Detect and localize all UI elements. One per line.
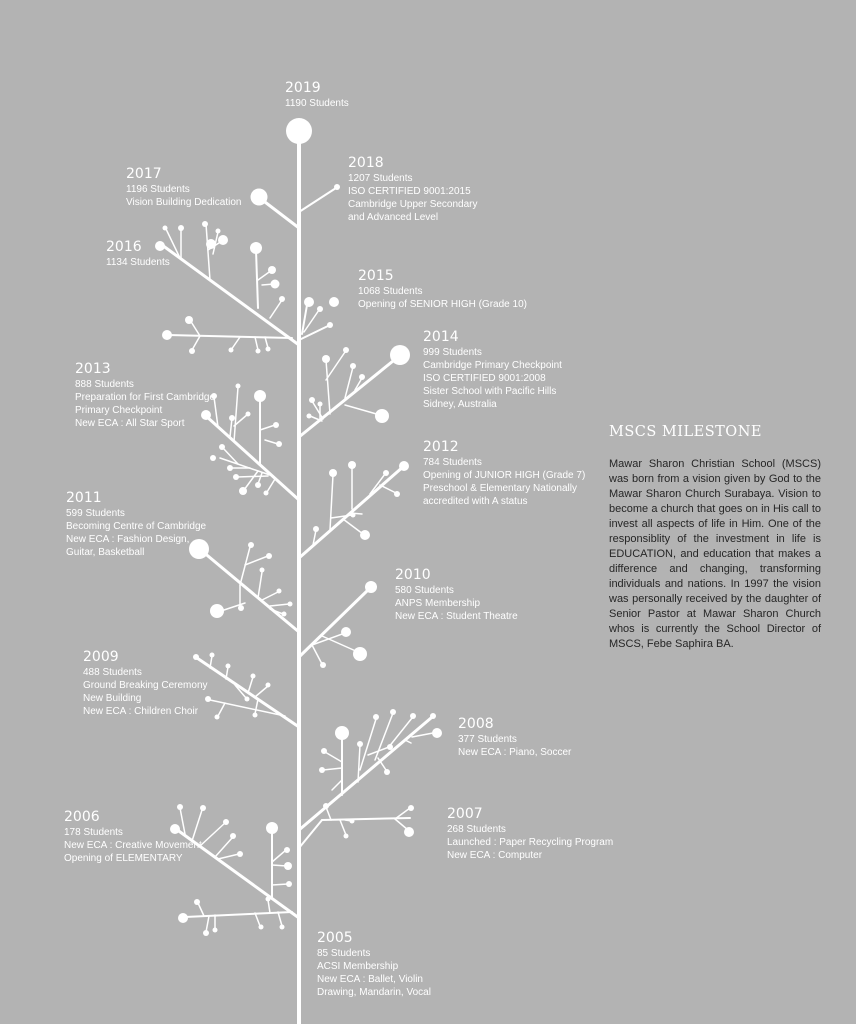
milestone-line: Preparation for First Cambridge (75, 392, 216, 403)
milestone-line: Preschool & Elementary Nationally (423, 483, 577, 494)
branch-bud (304, 297, 314, 307)
branch-line (358, 745, 360, 782)
branch-bud (163, 226, 168, 231)
milestone-2019 (285, 80, 349, 110)
branch-line (299, 718, 431, 830)
branch-line (206, 916, 209, 932)
milestone-line: ACSI Membership (317, 961, 399, 972)
milestone-line: ISO CERTIFIED 9001:2015 (348, 186, 471, 197)
branch-line (299, 357, 398, 437)
branch-bud (288, 602, 293, 607)
branch-bud (383, 470, 389, 476)
milestone-year: 2009 (83, 649, 119, 665)
branch-2009 (193, 653, 299, 728)
milestone-line: Cambridge Primary Checkpoint (423, 360, 562, 371)
branch-bud (365, 581, 377, 593)
milestone-line: Opening of ELEMENTARY (64, 853, 183, 864)
milestone-year: 2007 (447, 806, 483, 822)
milestone-year: 2013 (75, 361, 111, 377)
branch-bud (350, 819, 355, 824)
milestone-2009 (83, 649, 208, 718)
milestone-2015 (358, 268, 527, 311)
milestone-line: Drawing, Mandarin, Vocal (317, 987, 431, 998)
milestone-year: 2018 (348, 155, 384, 171)
branch-line (278, 912, 282, 926)
branch-bud (178, 913, 188, 923)
branch-line (330, 475, 333, 530)
branch-bud (266, 347, 271, 352)
branch-bud (266, 822, 278, 834)
branch-bud (322, 355, 330, 363)
branch-bud (237, 851, 243, 857)
milestone-line: Becoming Centre of Cambridge (66, 521, 207, 532)
branch-line (299, 589, 369, 657)
branch-line (323, 768, 342, 770)
milestone-line: New ECA : Ballet, Violin (317, 974, 423, 985)
branch-bud (313, 526, 319, 532)
branch-line (412, 733, 433, 737)
milestone-line: Sister School with Pacific Hills (423, 386, 557, 397)
branch-line (255, 337, 258, 350)
milestone-line: New Building (83, 693, 142, 704)
branch-bud (215, 715, 220, 720)
branch-bud (266, 553, 272, 559)
milestone-line: 268 Students (447, 824, 506, 835)
branch-bud (344, 834, 349, 839)
branch-bud (260, 568, 265, 573)
branch-line (265, 440, 278, 444)
milestone-year: 2010 (395, 567, 431, 583)
branch-bud (253, 713, 258, 718)
branch-line (192, 336, 200, 350)
branch-line (343, 519, 363, 534)
branch-bud (280, 925, 285, 930)
branch-bud (341, 627, 351, 637)
branch-bud (353, 647, 367, 661)
branch-line (270, 604, 289, 606)
branch-bud (348, 461, 356, 469)
milestone-line: 1207 Students (348, 173, 413, 184)
branch-line (218, 854, 239, 859)
branch-bud (343, 347, 349, 353)
branch-bud (245, 697, 250, 702)
branch-bud (210, 455, 216, 461)
branch-bud (335, 726, 349, 740)
branch-line (215, 838, 232, 857)
branch-bud (230, 833, 236, 839)
branch-line (312, 645, 322, 664)
milestone-year: 2006 (64, 809, 100, 825)
branch-line (162, 245, 299, 345)
branch-2014 (299, 345, 410, 437)
branch-bud (384, 769, 390, 775)
branch-line (326, 807, 331, 820)
branch-line (200, 822, 226, 846)
branch-bud (271, 280, 280, 289)
milestone-line: New ECA : Piano, Soccer (458, 747, 572, 758)
milestone-line: Launched : Paper Recycling Program (447, 837, 614, 848)
milestone-line: Opening of SENIOR HIGH (Grade 10) (358, 299, 527, 310)
milestone-year: 2012 (423, 439, 459, 455)
branch-line (405, 740, 411, 743)
branch-bud (219, 444, 225, 450)
branch-line (272, 850, 286, 862)
milestone-line: 1190 Students (285, 98, 349, 109)
milestone-line: 85 Students (317, 948, 371, 959)
milestone-line: Guitar, Basketball (66, 547, 145, 558)
branch-bud (268, 266, 276, 274)
branch-bud (194, 899, 200, 905)
milestone-2008 (458, 716, 571, 759)
branch-line (380, 485, 396, 493)
milestone-line: Cambridge Upper Secondary (348, 199, 478, 210)
info-title: MSCS MILESTONE (609, 424, 762, 440)
milestone-year: 2005 (317, 930, 353, 946)
branch-bud (246, 412, 251, 417)
milestone-line: 377 Students (458, 734, 517, 745)
milestone-line: New ECA : All Star Sport (75, 418, 185, 429)
branch-line (262, 592, 278, 600)
branch-bud (334, 184, 340, 190)
branch-line (268, 900, 270, 913)
branch-line (240, 547, 250, 585)
branch-bud (264, 491, 269, 496)
milestone-2011 (66, 490, 206, 559)
milestone-year: 2017 (126, 166, 162, 182)
milestone-2016 (106, 239, 170, 269)
branch-2007 (299, 803, 414, 848)
branch-line (168, 335, 292, 338)
branch-line (256, 250, 258, 308)
milestone-line: 784 Students (423, 457, 482, 468)
branch-line (326, 360, 330, 414)
branch-line (332, 780, 342, 790)
branch-bud (256, 349, 261, 354)
branch-bud (226, 664, 231, 669)
branch-bud (375, 409, 389, 423)
branch-bud (238, 605, 244, 611)
branch-bud (410, 713, 416, 719)
branch-bud (317, 306, 323, 312)
branch-bud (327, 322, 333, 328)
milestone-line: Vision Building Dedication (126, 197, 242, 208)
branch-bud (286, 881, 292, 887)
branch-line (198, 903, 204, 916)
milestone-line: New ECA : Children Choir (83, 706, 199, 717)
milestone-year: 2016 (106, 239, 142, 255)
branch-bud (321, 748, 327, 754)
branch-line (345, 405, 380, 415)
branch-bud (213, 928, 218, 933)
branch-2012 (299, 461, 409, 558)
branch-line (265, 337, 268, 348)
branch-line (248, 677, 253, 693)
branch-bud (307, 414, 312, 419)
milestone-2010 (395, 567, 518, 623)
branch-bud (309, 397, 315, 403)
branch-line (350, 513, 362, 514)
branch-line (325, 752, 342, 762)
branch-2015 (299, 297, 339, 340)
branch-line (340, 820, 346, 835)
milestone-line: Ground Breaking Ceremony (83, 680, 208, 691)
branch-bud (357, 741, 363, 747)
branch-bud (323, 803, 329, 809)
milestone-line: 1068 Students (358, 286, 423, 297)
milestone-line: New ECA : Creative Movement (64, 840, 202, 851)
branch-bud (178, 225, 184, 231)
branch-line (270, 300, 282, 318)
milestone-line: 178 Students (64, 827, 123, 838)
branch-line (206, 224, 210, 280)
milestone-year: 2015 (358, 268, 394, 284)
branch-bud (318, 402, 323, 407)
branch-bud (223, 819, 229, 825)
milestone-line: ISO CERTIFIED 9001:2008 (423, 373, 546, 384)
milestone-line: 580 Students (395, 585, 454, 596)
branch-bud (284, 862, 292, 870)
milestone-line: Opening of JUNIOR HIGH (Grade 7) (423, 470, 586, 481)
branch-2008 (299, 709, 442, 830)
branch-bud (273, 422, 279, 428)
branch-bud (399, 461, 409, 471)
branch-bud (251, 674, 256, 679)
branch-bud (373, 714, 379, 720)
milestone-year: 2019 (285, 80, 321, 96)
milestone-year: 2011 (66, 490, 102, 506)
branch-bud (359, 374, 365, 380)
branch-bud (229, 415, 235, 421)
branch-bud (250, 242, 262, 254)
milestone-2006 (64, 809, 202, 865)
branch-bud (276, 441, 282, 447)
branch-bud (218, 235, 228, 245)
branch-line (210, 700, 285, 716)
branch-bud (202, 221, 208, 227)
branch-line (185, 912, 292, 917)
milestone-2007 (447, 806, 613, 862)
branch-bud (282, 612, 287, 617)
branch-bud (255, 482, 261, 488)
branch-bud (404, 827, 414, 837)
milestone-line: 1134 Students (106, 257, 170, 268)
milestone-2005 (317, 930, 431, 999)
branch-bud (248, 542, 254, 548)
milestone-line: 488 Students (83, 667, 142, 678)
branch-line (255, 699, 258, 714)
branch-bud (210, 653, 215, 658)
branch-line (218, 703, 225, 716)
branch-line (244, 471, 258, 490)
milestone-line: and Advanced Level (348, 212, 439, 223)
branch-bud (350, 363, 356, 369)
milestone-2012 (423, 439, 585, 508)
milestone-line: 599 Students (66, 508, 125, 519)
branch-line (331, 515, 352, 518)
branch-bud (254, 390, 266, 402)
branch-bud (266, 683, 271, 688)
milestone-line: New ECA : Computer (447, 850, 543, 861)
branch-2010 (299, 581, 377, 668)
branch-line (255, 913, 260, 926)
milestone-line: accredited with A status (423, 496, 528, 507)
branch-bud (394, 491, 400, 497)
branch-bud (320, 662, 326, 668)
branch-bud (319, 767, 325, 773)
milestone-line: New ECA : Student Theatre (395, 611, 518, 622)
milestone-2017 (126, 166, 241, 209)
branch-line (267, 479, 275, 492)
branch-bud (216, 229, 221, 234)
branch-line (260, 425, 275, 430)
branch-bud (229, 348, 234, 353)
branch-bud (430, 713, 436, 719)
branch-bud (390, 345, 410, 365)
info-body: Mawar Sharon Christian School (MSCS) was born from a vision given by God to the Mawar Sharon Church Surabaya. Vision to become a church that goes on in His call to invest all aspects of life in Him. One of the responsiblity of the investment in life is EDUCATION, and education that makes a difference and changing, transforming individuals and nations. In 1997 the vision was personally received by the daughter of Senior Pastor at Mawar Sharon Church whos is currently the School Director of MSCS, Febe Saphira BA. (609, 458, 821, 650)
branch-bud (329, 297, 339, 307)
branch-bud (185, 316, 193, 324)
milestone-year: 2008 (458, 716, 494, 732)
branch-bud (251, 189, 268, 206)
milestone-line: 999 Students (423, 347, 482, 358)
milestone-info-panel (609, 424, 821, 652)
branch-bud (203, 930, 209, 936)
branch-line (272, 884, 288, 885)
milestone-2018 (348, 155, 478, 224)
milestone-2014 (423, 329, 562, 411)
branch-line (322, 636, 358, 652)
branch-bud (239, 487, 247, 495)
branch-bud (277, 589, 282, 594)
milestone-line: Sidney, Australia (423, 399, 497, 410)
milestone-2013 (75, 361, 215, 430)
branch-bud (236, 384, 241, 389)
milestone-line: Primary Checkpoint (75, 405, 163, 416)
branch-bud (279, 296, 285, 302)
branch-bud (266, 897, 271, 902)
branch-line (237, 476, 268, 477)
milestone-line: ANPS Membership (395, 598, 481, 609)
milestone-line: 1196 Students (126, 184, 190, 195)
branch-bud (390, 709, 396, 715)
branch-bud (233, 474, 239, 480)
branch-bud (162, 330, 172, 340)
branch-2013 (201, 384, 299, 501)
milestone-year: 2014 (423, 329, 459, 345)
branch-line (299, 820, 322, 848)
branch-bud (360, 530, 370, 540)
branch-bud (227, 465, 233, 471)
branch-line (261, 199, 299, 228)
branch-bud (329, 469, 337, 477)
branch-2016 (155, 221, 299, 354)
branch-bud (189, 348, 195, 354)
milestone-line: New ECA : Fashion Design, (66, 534, 190, 545)
top-bud (286, 118, 312, 144)
branch-line (299, 188, 336, 212)
branch-line (258, 572, 262, 598)
branch-bud (284, 847, 290, 853)
milestone-line: 888 Students (75, 379, 134, 390)
branch-bud (259, 925, 264, 930)
branch-line (234, 387, 238, 442)
branch-line (245, 556, 268, 565)
branch-line (255, 686, 268, 697)
